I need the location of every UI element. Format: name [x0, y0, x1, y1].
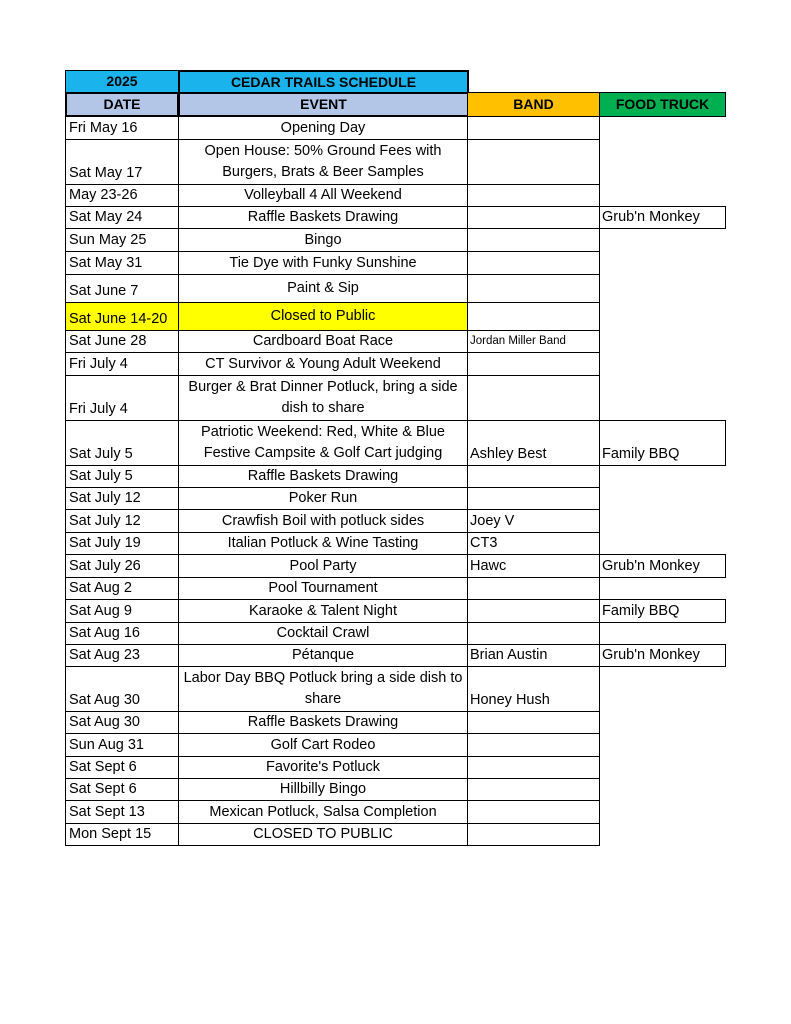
- row-date: Sat July 5: [65, 420, 179, 466]
- row-event: Cardboard Boat Race: [178, 330, 468, 353]
- row-event: Italian Potluck & Wine Tasting: [178, 532, 468, 555]
- row-date: Fri May 16: [65, 116, 179, 140]
- row-band: [467, 302, 600, 331]
- row-band: [467, 622, 600, 645]
- row-food-truck: Grub'n Monkey: [599, 206, 726, 229]
- row-date: Sat Sept 6: [65, 756, 179, 779]
- band-column-header: BAND: [467, 92, 600, 117]
- row-date: Sat Aug 23: [65, 644, 179, 667]
- row-date: May 23-26: [65, 184, 179, 207]
- row-date: Sat July 19: [65, 532, 179, 555]
- row-event: Closed to Public: [178, 302, 468, 331]
- row-date: Sat Aug 30: [65, 711, 179, 734]
- date-column-header: DATE: [65, 92, 179, 117]
- row-event: Patriotic Weekend: Red, White & Blue Festive Campsite & Golf Cart judging: [178, 420, 468, 466]
- row-event: Mexican Potluck, Salsa Completion: [178, 800, 468, 824]
- row-event: Raffle Baskets Drawing: [178, 711, 468, 734]
- row-band: [467, 375, 600, 421]
- row-band: CT3: [467, 532, 600, 555]
- row-band: [467, 711, 600, 734]
- row-event: Burger & Brat Dinner Potluck, bring a side dish to share: [178, 375, 468, 421]
- row-event: Pétanque: [178, 644, 468, 667]
- row-band: [467, 778, 600, 801]
- event-column-header: EVENT: [178, 92, 469, 117]
- row-date: Sat July 5: [65, 465, 179, 488]
- row-band: [467, 352, 600, 376]
- row-event: Raffle Baskets Drawing: [178, 465, 468, 488]
- row-event: CLOSED TO PUBLIC: [178, 823, 468, 846]
- row-date: Sat July 26: [65, 554, 179, 578]
- row-event: Paint & Sip: [178, 274, 468, 303]
- row-date: Sat Aug 30: [65, 666, 179, 712]
- row-food-truck: Grub'n Monkey: [599, 554, 726, 578]
- row-band: [467, 206, 600, 229]
- row-band: [467, 116, 600, 140]
- row-band: [467, 756, 600, 779]
- year-cell: 2025: [65, 70, 179, 93]
- row-date: Sat Aug 2: [65, 577, 179, 600]
- row-event: Hillbilly Bingo: [178, 778, 468, 801]
- row-event: Golf Cart Rodeo: [178, 733, 468, 757]
- row-band: [467, 251, 600, 275]
- row-band: [467, 228, 600, 252]
- row-food-truck: Family BBQ: [599, 599, 726, 623]
- row-event: Tie Dye with Funky Sunshine: [178, 251, 468, 275]
- row-event: Pool Tournament: [178, 577, 468, 600]
- row-date: Sat June 28: [65, 330, 179, 353]
- row-event: Karaoke & Talent Night: [178, 599, 468, 623]
- row-date: Sat July 12: [65, 509, 179, 533]
- row-date: Sat June 7: [65, 274, 179, 303]
- row-event: Cocktail Crawl: [178, 622, 468, 645]
- row-date: Sat Sept 13: [65, 800, 179, 824]
- row-date: Fri July 4: [65, 375, 179, 421]
- row-band: [467, 599, 600, 623]
- row-band: Ashley Best: [467, 420, 600, 466]
- row-date: Sat May 24: [65, 206, 179, 229]
- row-date: Sat July 12: [65, 487, 179, 510]
- row-event: Favorite's Potluck: [178, 756, 468, 779]
- row-event: Volleyball 4 All Weekend: [178, 184, 468, 207]
- row-event: Pool Party: [178, 554, 468, 578]
- row-band: [467, 184, 600, 207]
- row-date: Mon Sept 15: [65, 823, 179, 846]
- row-band: [467, 139, 600, 185]
- row-date: Sat June 14-20: [65, 302, 179, 331]
- row-band: Joey V: [467, 509, 600, 533]
- row-band: Brian Austin: [467, 644, 600, 667]
- row-date: Fri July 4: [65, 352, 179, 376]
- row-date: Sun May 25: [65, 228, 179, 252]
- row-band: [467, 733, 600, 757]
- row-event: Crawfish Boil with potluck sides: [178, 509, 468, 533]
- row-band: [467, 274, 600, 303]
- row-event: Opening Day: [178, 116, 468, 140]
- row-band: [467, 823, 600, 846]
- row-date: Sat Aug 9: [65, 599, 179, 623]
- row-food-truck: Grub'n Monkey: [599, 644, 726, 667]
- row-date: Sat May 17: [65, 139, 179, 185]
- row-band: Hawc: [467, 554, 600, 578]
- row-event: Labor Day BBQ Potluck bring a side dish to share: [178, 666, 468, 712]
- row-event: Raffle Baskets Drawing: [178, 206, 468, 229]
- row-band: Jordan Miller Band: [467, 330, 600, 353]
- row-date: Sat May 31: [65, 251, 179, 275]
- row-event: CT Survivor & Young Adult Weekend: [178, 352, 468, 376]
- food-truck-column-header: FOOD TRUCK: [599, 92, 726, 117]
- row-band: Honey Hush: [467, 666, 600, 712]
- row-event: Open House: 50% Ground Fees with Burgers, Brats & Beer Samples: [178, 139, 468, 185]
- row-date: Sat Aug 16: [65, 622, 179, 645]
- row-event: Bingo: [178, 228, 468, 252]
- row-food-truck: Family BBQ: [599, 420, 726, 466]
- row-event: Poker Run: [178, 487, 468, 510]
- row-band: [467, 465, 600, 488]
- row-band: [467, 800, 600, 824]
- schedule-title: CEDAR TRAILS SCHEDULE: [178, 70, 469, 94]
- row-date: Sat Sept 6: [65, 778, 179, 801]
- row-band: [467, 487, 600, 510]
- row-band: [467, 577, 600, 600]
- row-date: Sun Aug 31: [65, 733, 179, 757]
